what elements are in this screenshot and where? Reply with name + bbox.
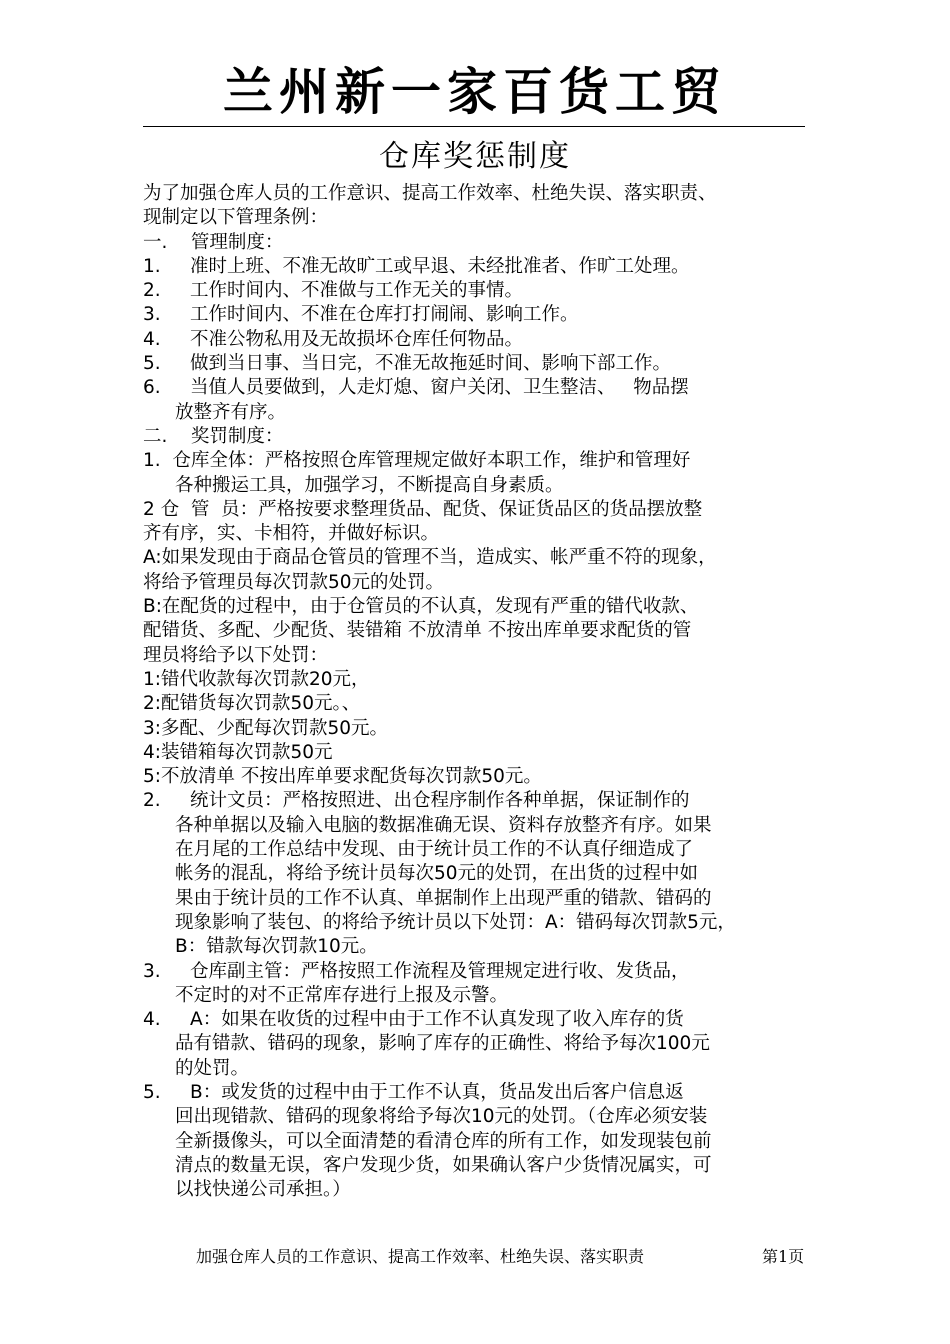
body-line: 现制定以下管理条例：	[143, 207, 329, 229]
body-line: 4. A：如果在收货的过程中由于工作不认真发现了收入库存的货	[143, 1009, 684, 1031]
body-line: 5. B：或发货的过程中由于工作不认真，货品发出后客户信息返	[143, 1081, 684, 1103]
footer-text: 加强仓库人员的工作意识、提高工作效率、杜绝失误、落实职责	[196, 1247, 645, 1266]
company-name: 兰州新一家百货工贸	[223, 63, 727, 121]
body-line: 的处罚。	[175, 1057, 250, 1079]
body-line: 不定时的对不正常库存进行上报及示警。	[175, 984, 509, 1006]
body-line: 3. 仓库副主管：严格按照工作流程及管理规定进行收、发货品，	[143, 960, 690, 982]
body-line: 齐有序，实、卡相符，并做好标识。	[143, 523, 440, 545]
body-line: 1:错代收款每次罚款20元，	[143, 668, 370, 690]
body-line: 2. 统计文员：严格按照进、出仓程序制作各种单据，保证制作的	[143, 790, 690, 812]
body-line: 果由于统计员的工作不认真、单据制作上出现严重的错款、错码的	[175, 887, 712, 909]
body-line: 回出现错款、错码的现象将给予每次10元的处罚。（仓库必须安装	[175, 1106, 708, 1128]
body-line: 4:装错箱每次罚款50元	[143, 741, 333, 763]
body-line: 3:多配、少配每次罚款50元。	[143, 717, 389, 739]
body-line: 2 仓 管 员：严格按要求整理货品、配货、保证货品区的货品摆放整	[143, 498, 703, 520]
body-line: 品有错款、错码的现象，影响了库存的正确性、将给予每次100元	[175, 1033, 710, 1055]
body-line: 放整齐有序。	[175, 401, 287, 423]
body-line: 理员将给予以下处罚：	[143, 644, 329, 666]
header-rule	[143, 126, 805, 127]
body-line: 配错货、多配、少配货、装错箱 不放清单 不按出库单要求配货的管	[143, 620, 692, 642]
document-body	[143, 182, 815, 1202]
body-line: 1. 准时上班、不准无故旷工或早退、未经批准者、作旷工处理。	[143, 255, 690, 277]
body-line: 一. 管理制度：	[143, 231, 284, 253]
body-line: 5. 做到当日事、当日完，不准无故拖延时间、影响下部工作。	[143, 353, 672, 375]
body-line: 各种搬运工具，加强学习，不断提高自身素质。	[175, 474, 564, 496]
body-line: 将给予管理员每次罚款50元的处罚。	[143, 571, 445, 593]
body-line: 2:配错货每次罚款50元。、	[143, 693, 361, 715]
body-line: 二. 奖罚制度：	[143, 425, 284, 447]
body-line: 3. 工作时间内、不准在仓库打打闹闹、影响工作。	[143, 304, 579, 326]
body-line: 2. 工作时间内、不准做与工作无关的事情。	[143, 280, 524, 302]
body-line: 为了加强仓库人员的工作意识、提高工作效率、杜绝失误、落实职责、	[143, 183, 717, 204]
body-line: 6. 当值人员要做到，人走灯熄、窗户关闭、卫生整洁、 物品摆	[143, 377, 689, 399]
body-line: 5:不放清单 不按出库单要求配货每次罚款50元。	[143, 766, 542, 788]
body-line: 清点的数量无误，客户发现少货，如果确认客户少货情况属实，可	[175, 1154, 712, 1176]
body-line: B:在配货的过程中，由于仓管员的不认真，发现有严重的错代收款、	[143, 596, 699, 618]
body-line: A:如果发现由于商品仓管员的管理不当，造成实、帐严重不符的现象，	[143, 547, 717, 569]
body-line: 帐务的混乱，将给予统计员每次50元的处罚，在出货的过程中如	[175, 863, 699, 885]
body-line: 现象影响了装包、的将给予统计员以下处罚：A：错码每次罚款5元，	[175, 911, 736, 933]
body-line: 在月尾的工作总结中发现、由于统计员工作的不认真仔细造成了	[175, 839, 694, 861]
body-line: 全新摄像头，可以全面清楚的看清仓库的所有工作，如发现装包前	[175, 1130, 712, 1152]
body-line: 以找快递公司承担。）	[175, 1179, 351, 1201]
body-line: 4. 不准公物私用及无故损坏仓库任何物品。	[143, 328, 524, 350]
body-line: 各种单据以及输入电脑的数据准确无误、资料存放整齐有序。如果	[175, 814, 712, 836]
body-line: B：错款每次罚款10元。	[175, 936, 378, 958]
body-line: 1. 仓库全体：严格按照仓库管理规定做好本职工作，维护和管理好	[143, 450, 691, 472]
page-number: 第1页	[762, 1247, 805, 1266]
document-title: 仓库奖惩制度	[379, 139, 571, 174]
